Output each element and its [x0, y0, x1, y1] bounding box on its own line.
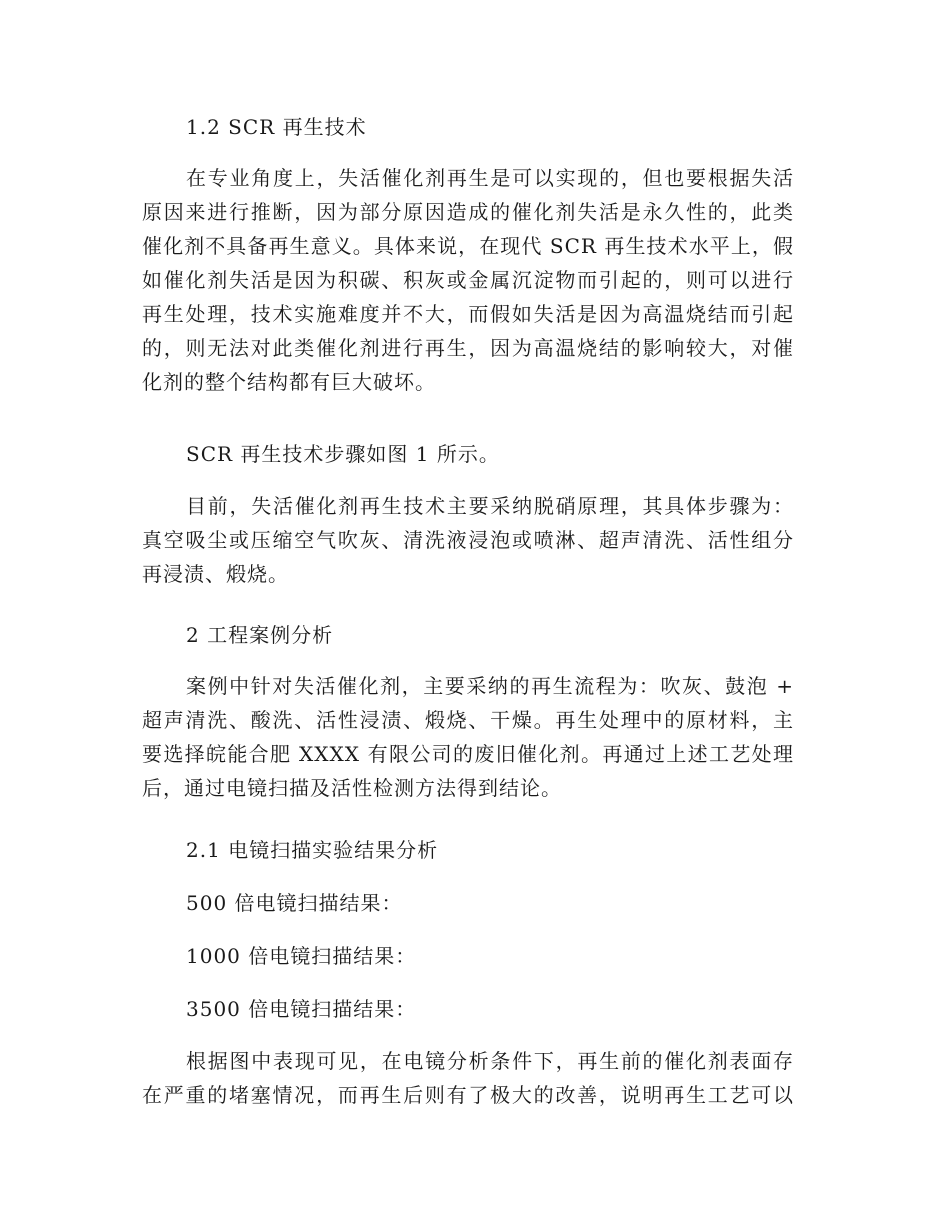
paragraph-regeneration-steps — [142, 489, 794, 591]
paragraph-regeneration-feasibility — [142, 161, 794, 399]
section-heading-2-1-text: 2.1 电镜扫描实验结果分析 — [186, 838, 439, 862]
paragraph-line: 原因来进行推断，因为部分原因造成的催化剂失活是永久性的，此类 — [142, 200, 794, 224]
paragraph-line: 在严重的堵塞情况，而再生后则有了极大的改善，说明再生工艺可以 — [142, 1083, 794, 1107]
paragraph-line: 真空吸尘或压缩空气吹灰、清洗液浸泡或喷淋、超声清洗、活性组分 — [142, 528, 794, 552]
section-heading-2-1 — [142, 833, 794, 867]
paragraph-case-study — [142, 669, 794, 805]
paragraph-line: 化剂的整个结构都有巨大破坏。 — [142, 370, 436, 394]
paragraph-line: 要选择皖能合肥 XXXX 有限公司的废旧催化剂。再通过上述工艺处理 — [142, 742, 794, 766]
paragraph-line: 根据图中表现可见，在电镜分析条件下，再生前的催化剂表面存 — [186, 1049, 794, 1073]
paragraph-line: 的，则无法对此类催化剂进行再生，因为高温烧结的影响较大，对催 — [142, 336, 794, 360]
section-heading-2-text: 2 工程案例分析 — [186, 623, 334, 647]
paragraph-line: 催化剂不具备再生意义。具体来说，在现代 SCR 再生技术水平上，假 — [142, 234, 794, 258]
figure-reference-text: SCR 再生技术步骤如图 1 所示。 — [186, 442, 500, 466]
scan-result-3500 — [142, 992, 794, 1026]
scan-result-1000-text: 1000 倍电镜扫描结果： — [186, 944, 417, 968]
paragraph-line: 在专业角度上，失活催化剂再生是可以实现的，但也要根据失活 — [186, 166, 794, 190]
paragraph-scan-conclusion — [142, 1044, 794, 1112]
paragraph-line: 后，通过电镜扫描及活性检测方法得到结论。 — [142, 776, 562, 800]
section-heading-2 — [142, 618, 794, 652]
scan-result-1000 — [142, 939, 794, 973]
scan-result-3500-text: 3500 倍电镜扫描结果： — [186, 997, 417, 1021]
paragraph-line: 再浸渍、煅烧。 — [142, 562, 289, 586]
paragraph-line: 超声清洗、酸洗、活性浸渍、煅烧、干燥。再生处理中的原材料，主 — [142, 708, 794, 732]
paragraph-line: 案例中针对失活催化剂，主要采纳的再生流程为：吹灰、鼓泡 + — [186, 674, 794, 698]
paragraph-line: 目前，失活催化剂再生技术主要采纳脱硝原理，其具体步骤为： — [186, 494, 794, 518]
scan-result-500 — [142, 886, 794, 920]
section-heading-1-2 — [142, 110, 794, 144]
paragraph-line: 如催化剂失活是因为积碳、积灰或金属沉淀物而引起的，则可以进行 — [142, 268, 794, 292]
scan-result-500-text: 500 倍电镜扫描结果： — [186, 891, 403, 915]
paragraph-line: 再生处理，技术实施难度并不大，而假如失活是因为高温烧结而引起 — [142, 302, 794, 326]
section-heading-1-2-text: 1.2 SCR 再生技术 — [186, 115, 367, 139]
paragraph-figure-reference — [142, 437, 794, 471]
